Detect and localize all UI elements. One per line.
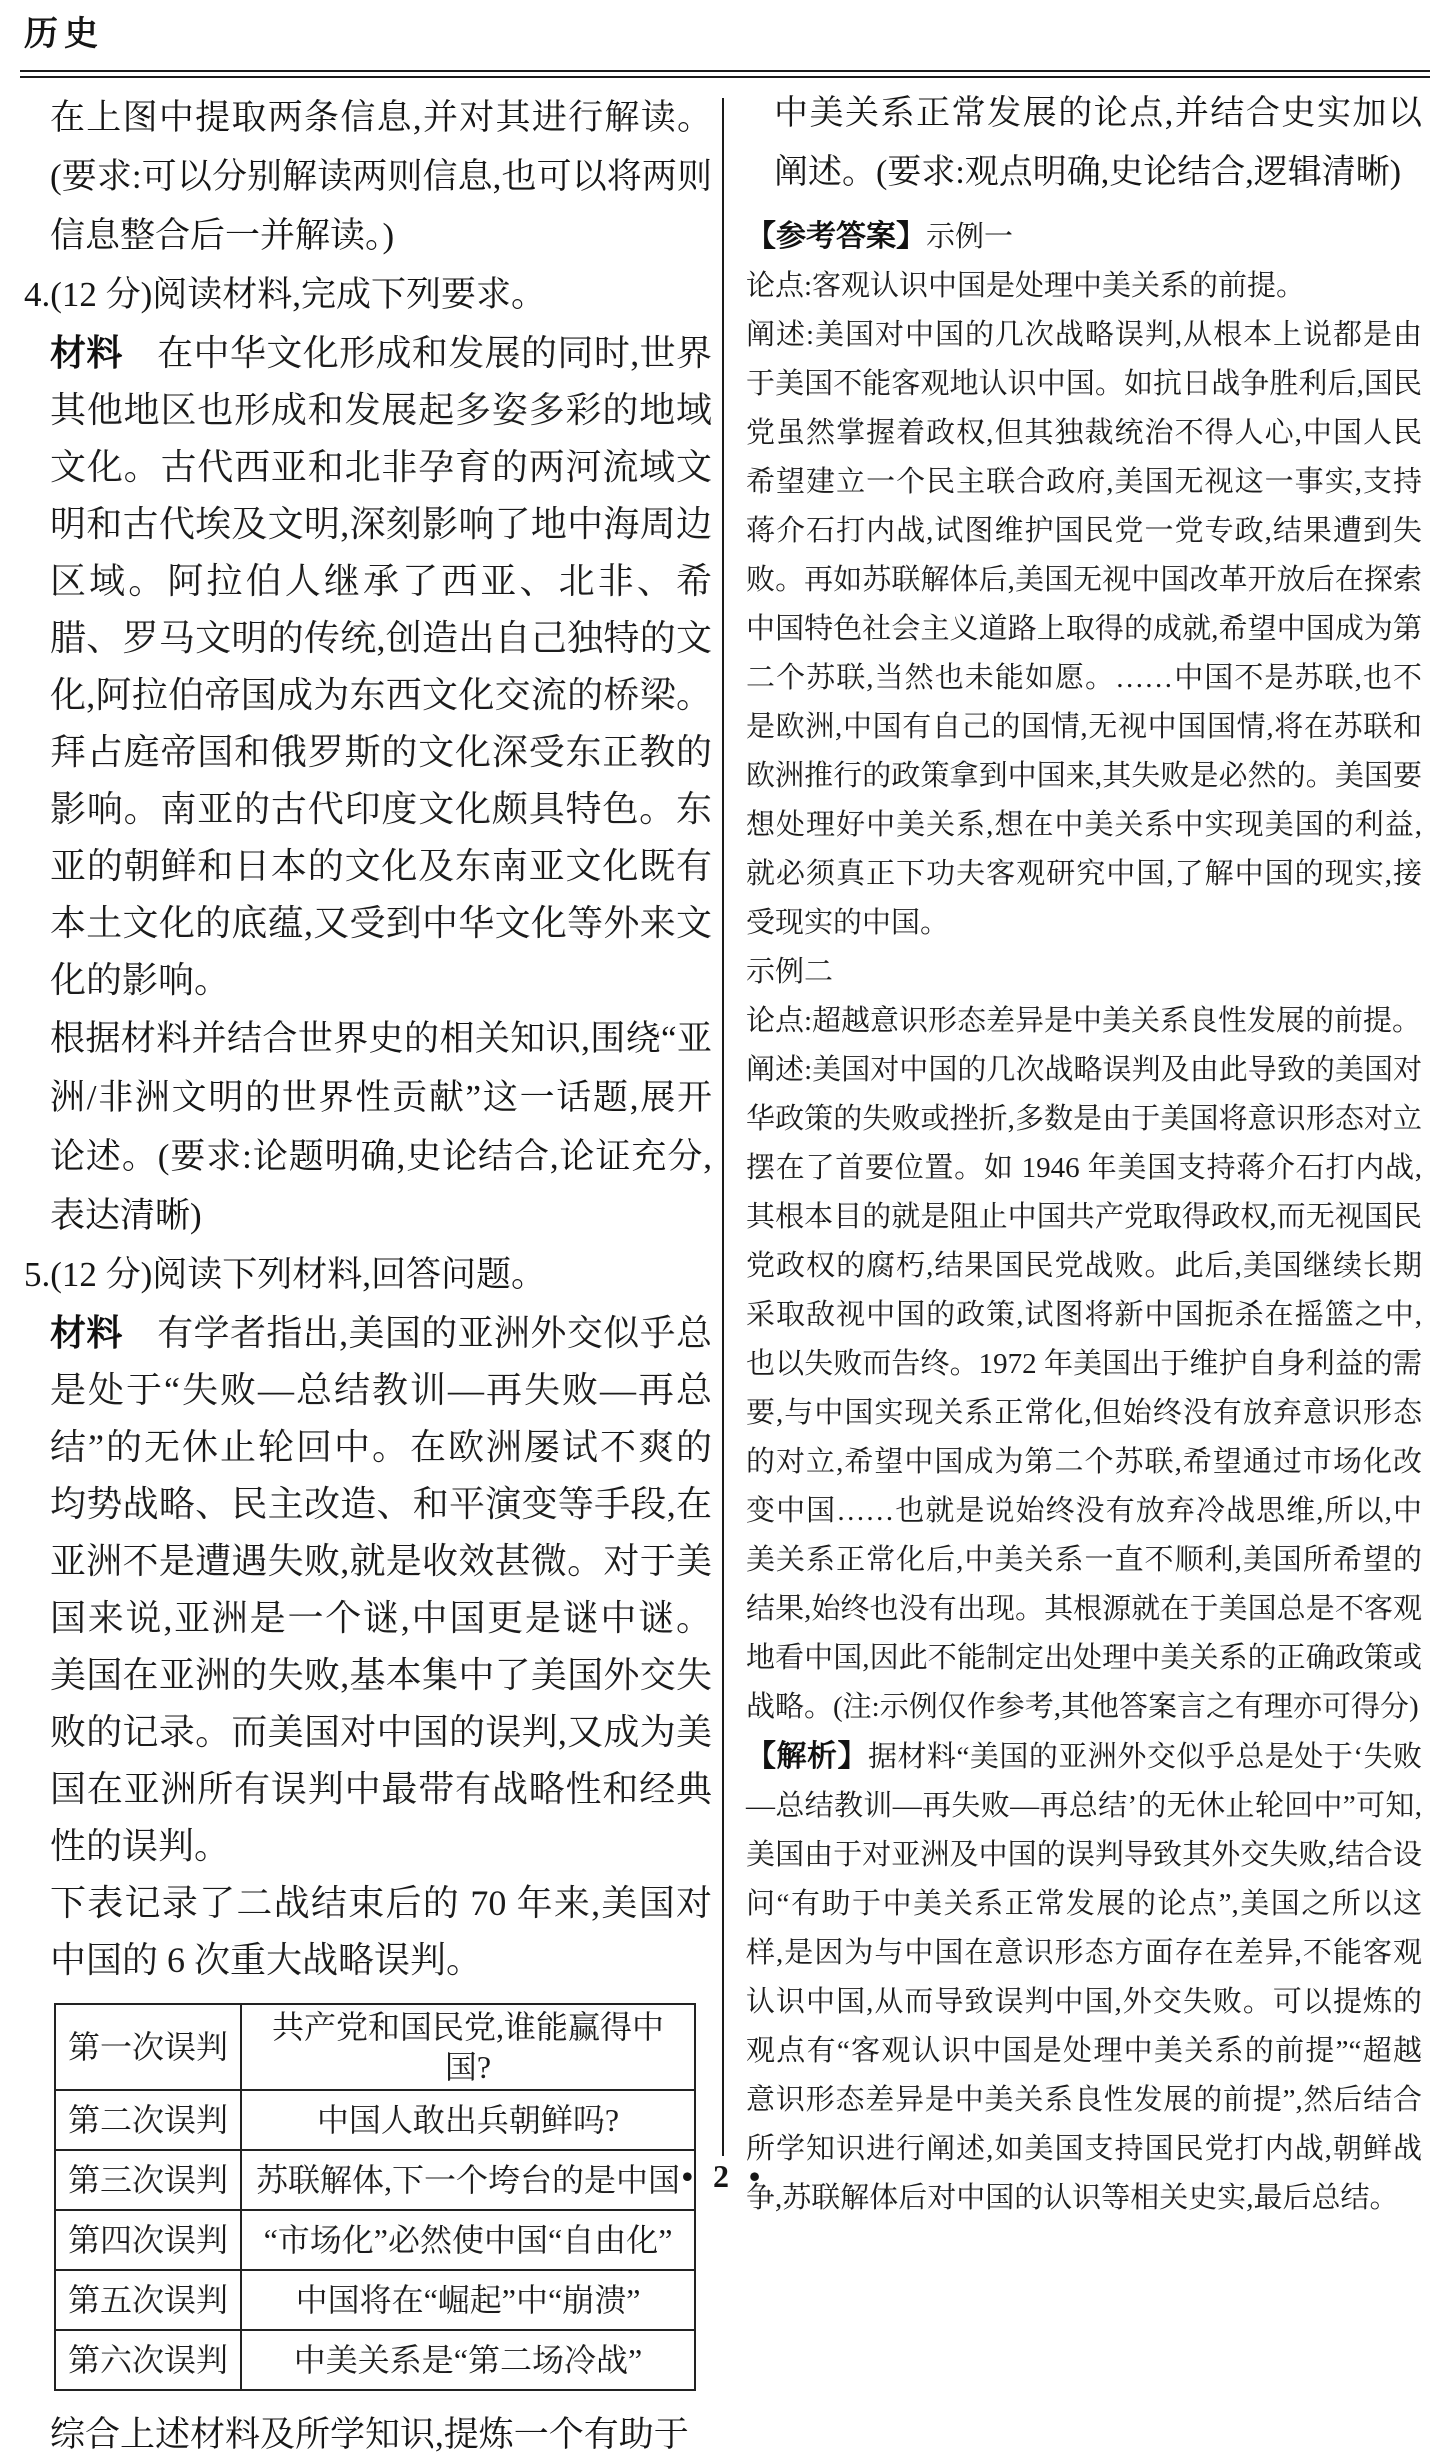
question5-stem bbox=[24, 1245, 712, 1304]
question4-task: 根据材料并结合世界史的相关知识,围绕“亚洲/非洲文明的世界性贡献”这一话题,展开论述。(要求:论题明确,史论结合,论证充分,表达清晰) bbox=[50, 1019, 712, 1235]
page-title: 历史 bbox=[24, 16, 104, 53]
header-rule bbox=[20, 70, 1430, 78]
question4-material bbox=[24, 324, 712, 1009]
table-cell-value: 中国人敢出兵朝鲜吗? bbox=[241, 2090, 695, 2150]
table-intro: 下表记录了二战结束后的 70 年来,美国对中国的 6 次重大战略误判。 bbox=[50, 1883, 712, 1980]
misjudgment-table bbox=[54, 2003, 696, 2391]
question4-stem bbox=[24, 265, 712, 324]
question4-material-text: 在中华文化形成和发展的同时,世界其他地区也形成和发展起多姿多彩的地域文化。古代西亚和北非孕育的两河流域文明和古代埃及文明,深刻影响了地中海周边区域。阿拉伯人继承了西亚、北非、希腊、罗马文明的传统,创造出自己独特的文化,阿拉伯帝国成为东西文化交流的桥梁。拜占庭帝国和俄罗斯的文化深受东正教的影响。南亚的古代印度文化颇具特色。东亚的朝鲜和日本的文化及东南亚文化既有本土文化的底蕴,又受到中华文化等外来文化的影响。 bbox=[50, 333, 712, 1000]
table-cell-label: 第二次误判 bbox=[55, 2090, 241, 2150]
example2-point: 论点:超越意识形态差异是中美关系良性发展的前提。 bbox=[746, 1005, 1422, 1037]
table-row bbox=[55, 2330, 695, 2390]
analysis-body: 据材料“美国的亚洲外交似乎总是处于‘失败—总结教训—再失败—再总结’的无休止轮回中”可知,美国由于对亚洲及中国的误判导致其外交失败,结合设问“有助于中美关系正常发展的论点”,美国之所以这样,是因为与中国在意识形态方面存在差异,不能客观认识中国,从而导致误判中国,外交失败。可以提炼的观点有“客观认识中国是处理中美关系的前提”“超越意识形态差异是中美关系良性发展的前提”,然后结合所学知识进行阐述,如美国支持国民党打内战,朝鲜战争,苏联解体后对中国的认识等相关史实,最后总结。 bbox=[746, 1741, 1423, 2214]
material-label: 材料 bbox=[50, 1312, 123, 1353]
table-row bbox=[55, 2210, 695, 2270]
question5-material-text: 有学者指出,美国的亚洲外交似乎总是处于“失败—总结教训—再失败—再总结”的无休止轮回中。在欧洲屡试不爽的均势战略、民主改造、和平演变等手段,在亚洲不是遭遇失败,就是收效甚微。对于美国来说,亚洲是一个谜,中国更是谜中谜。美国在亚洲的失败,基本集中了美国外交失败的记录。而美国对中国的误判,又成为美国在亚洲所有误判中最带有战略性和经典性的误判。 bbox=[50, 1313, 712, 1866]
question5-task-prefix: 综合上述材料及所学知识,提炼一个有助于 bbox=[50, 2415, 689, 2454]
analysis-label: 【解析】 bbox=[746, 1740, 868, 1773]
table-cell-label: 第六次误判 bbox=[55, 2330, 241, 2390]
example1-title: 示例一 bbox=[926, 221, 1014, 253]
question4-stem-text: (12 分)阅读材料,完成下列要求。 bbox=[50, 275, 547, 314]
question5-number: 5. bbox=[24, 1255, 51, 1294]
question5-task-continuation: 中美关系正常发展的论点,并结合史实加以阐述。(要求:观点明确,史论结合,逻辑清晰) bbox=[774, 95, 1422, 191]
material-label: 材料 bbox=[50, 332, 123, 373]
table-row bbox=[55, 2090, 695, 2150]
column-divider bbox=[722, 98, 724, 2156]
table-cell-value: 中国将在“崛起”中“崩溃” bbox=[241, 2270, 695, 2330]
question5-stem-text: (12 分)阅读下列材料,回答问题。 bbox=[50, 1255, 547, 1294]
table-cell-label: 第四次误判 bbox=[55, 2210, 241, 2270]
table-cell-value: 共产党和国民党,谁能赢得中国? bbox=[241, 2004, 695, 2090]
example2-title: 示例二 bbox=[746, 956, 834, 988]
reference-answer-heading bbox=[746, 212, 1422, 262]
left-column bbox=[24, 88, 712, 2464]
question5-material bbox=[24, 1304, 712, 1875]
table-cell-label: 第一次误判 bbox=[55, 2004, 241, 2090]
page-number: • 2 • bbox=[681, 2158, 767, 2194]
table-row bbox=[55, 2004, 695, 2090]
question4-number: 4. bbox=[24, 275, 51, 314]
page-footer bbox=[0, 2158, 1448, 2195]
example1-point: 论点:客观认识中国是处理中美关系的前提。 bbox=[746, 270, 1306, 302]
misjudgment-table-body bbox=[55, 2004, 695, 2390]
table-cell-value: “市场化”必然使中国“自由化” bbox=[241, 2210, 695, 2270]
right-column bbox=[746, 84, 1422, 2223]
table-cell-label: 第五次误判 bbox=[55, 2270, 241, 2330]
analysis-paragraph bbox=[746, 1732, 1422, 2223]
reference-answer-label: 【参考答案】 bbox=[746, 220, 926, 253]
table-cell-value: 苏联解体,下一个垮台的是中国 bbox=[241, 2150, 695, 2210]
table-row bbox=[55, 2270, 695, 2330]
table-cell-label: 第三次误判 bbox=[55, 2150, 241, 2210]
example1-body: 阐述:美国对中国的几次战略误判,从根本上说都是由于美国不能客观地认识中国。如抗日战争胜利后,国民党虽然掌握着政权,但其独裁统治不得人心,中国人民希望建立一个民主联合政府,美国无视这一事实,支持蒋介石打内战,试图维护国民党一党专政,结果遭到失败。再如苏联解体后,美国无视中国改革开放后在探索中国特色社会主义道路上取得的成就,希望中国成为第二个苏联,当然也未能如愿。……中国不是苏联,也不是欧洲,中国有自己的国情,无视中国国情,将在苏联和欧洲推行的政策拿到中国来,其失败是必然的。美国要想处理好中美关系,想在中美关系中实现美国的利益,就必须真正下功夫客观研究中国,了解中国的现实,接受现实的中国。 bbox=[746, 319, 1422, 939]
table-cell-value: 中美关系是“第二场冷战” bbox=[241, 2330, 695, 2390]
example2-body: 阐述:美国对中国的几次战略误判及由此导致的美国对华政策的失败或挫折,多数是由于美国将意识形态对立摆在了首要位置。如 1946 年美国支持蒋介石打内战,其根本目的就是阻止中国共产党取得政权,而无视国民党政权的腐朽,结果国民党战败。此后,美国继续长期采取敌视中国的政策,试图将新中国扼杀在摇篮之中,也以失败而告终。1972 年美国出于维护自身利益的需要,与中国实现关系正常化,但始终没有放弃意识形态的对立,希望中国成为第二个苏联,希望通过市场化改变中国……也就是说始终没有放弃冷战思维,所以,中美关系正常化后,中美关系一直不顺利,美国所希望的结果,始终也没有出现。其根源就在于美国总是不客观地看中国,因此不能制定出处理中美关系的正确政策或战略。(注:示例仅作参考,其他答案言之有理亦可得分) bbox=[746, 1054, 1422, 1723]
question3-continuation: 在上图中提取两条信息,并对其进行解读。(要求:可以分别解读两则信息,也可以将两则信息整合后一并解读。) bbox=[50, 98, 712, 255]
